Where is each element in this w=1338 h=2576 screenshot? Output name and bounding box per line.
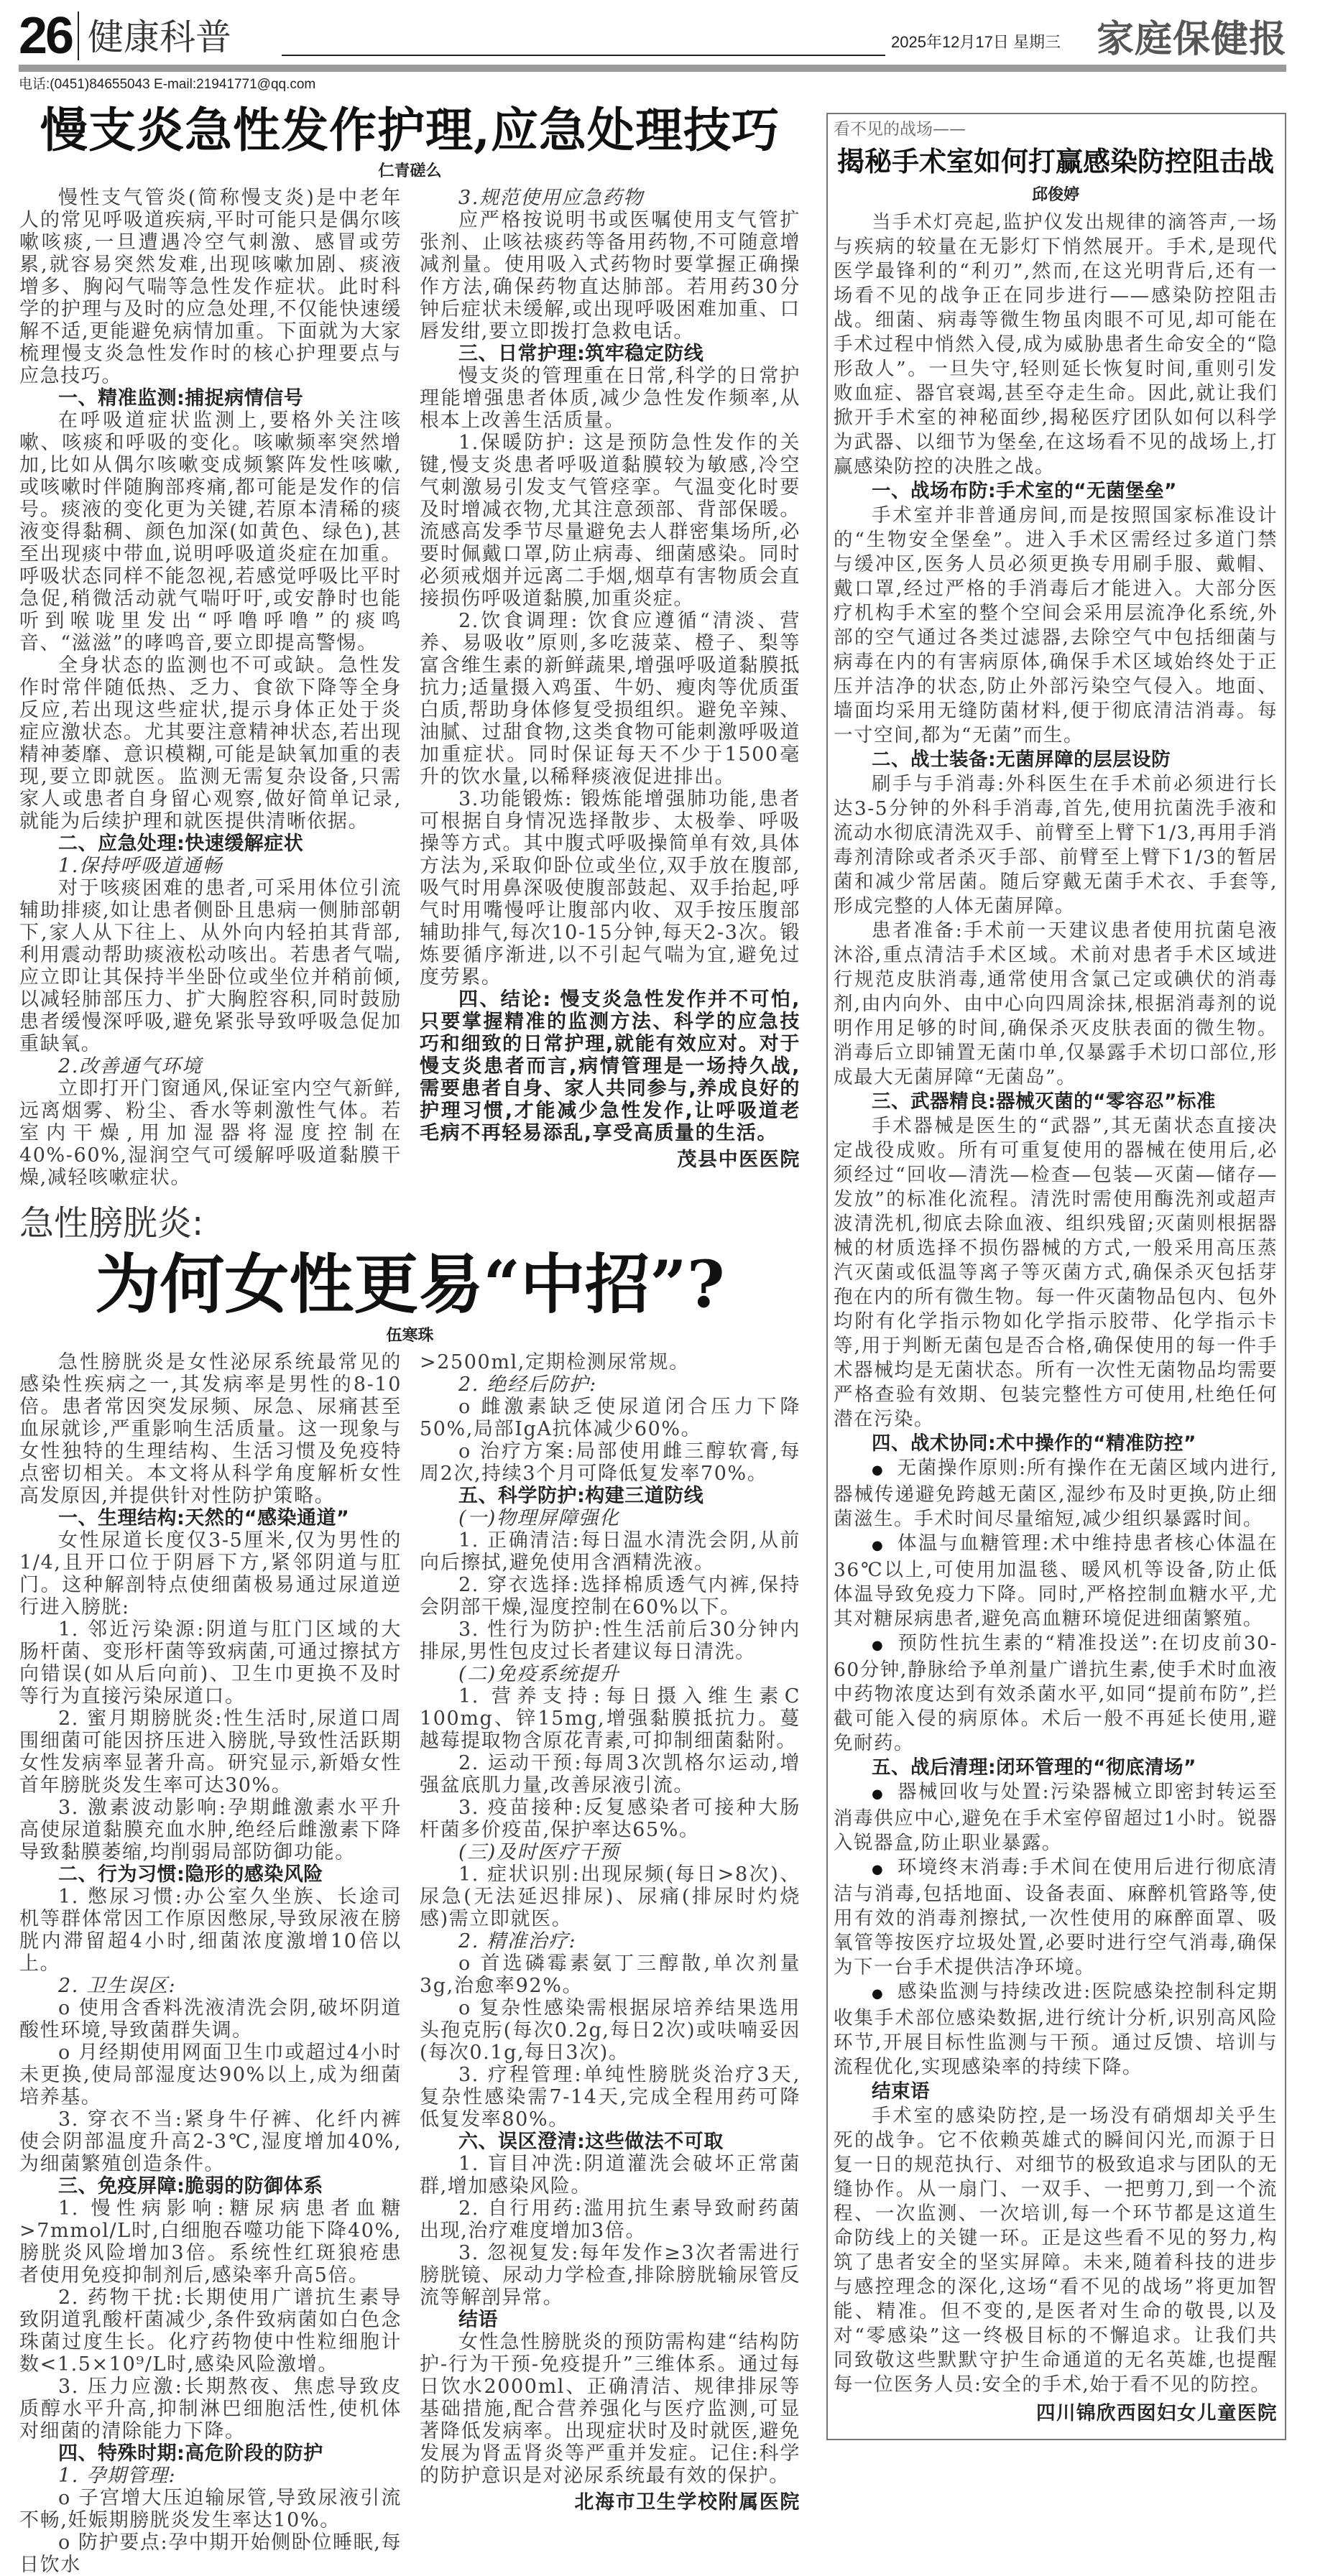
- subheading: 1.保持呼吸道通畅: [58, 855, 223, 877]
- paragraph-continued: >2500ml,定期检测尿常规。: [420, 1351, 690, 1373]
- paragraph: 全身状态的监测也不可或缺。急性发作时常伴随低热、乏力、食欲下降等全身反应,若出现这些症状,提示身体正处于炎症应激状态。尤其要注意精神状态,若出现精神萎靡、意识模糊,可能是缺氧加重的表现,要立即就医。监测无需复杂设备,只需家人或患者自身留心观察,做好简单记录,就能为后续护理和就医提供清晰依据。: [19, 654, 402, 833]
- paragraph-text: 慢支炎急性发作并不可怕,只要掌握精准的监测方法、科学的应急技巧和细致的日常护理,就能有效应对。对于慢支炎患者而言,病情管理是一场持久战,需要患者自身、家人共同参与,养成良好的护理习惯,才能减少急性发作,让呼吸道老毛病不再轻易添乱,享受高质量的生活。: [420, 988, 801, 1144]
- paragraph: 1. 营养支持:每日摄入维生素C 100mg、锌15mg,增强黏膜抵抗力。蔓越莓提取物含原花青素,可抑制细菌黏附。: [420, 1685, 801, 1752]
- section-heading: 二、战士装备:无菌屏障的层层设防: [872, 749, 1171, 771]
- subheading: 2. 精准治疗:: [458, 1930, 577, 1952]
- article-kicker: 看不见的战场——: [834, 120, 966, 139]
- conclusion-paragraph: [420, 988, 801, 1144]
- paragraph: 慢支炎的管理重在日常,科学的日常护理能增强患者体质,减少急性发作频率,从根本上改善生活质量。: [420, 365, 801, 432]
- newspaper-name: 家庭保健报: [1097, 17, 1288, 61]
- bullet-icon: ●: [872, 1986, 885, 2001]
- article-column: [834, 210, 1278, 2426]
- paragraph: 刷手与手消毒:外科医生在手术前必须进行长达3-5分钟的外科手消毒,首先,使用抗菌洗手液和流动水彻底清洗双手、前臂至上臂下1/3,再用手消毒剂清除或者杀灭手部、前臂至上臂下1/3的暂居菌和减少常居菌。随后穿戴无菌手术衣、手套等,形成完整的人体无菌屏障。: [834, 773, 1278, 917]
- paragraph: o 月经期使用网面卫生巾或超过4小时未更换,使局部湿度达90%以上,成为细菌培养基。: [19, 2042, 402, 2108]
- paragraph: o 使用含香料洗液清洗会阴,破坏阴道酸性环境,导致菌群失调。: [19, 1997, 402, 2042]
- paragraph: 女性尿道长度仅3-5厘米,仅为男性的1/4,且开口位于阴唇下方,紧邻阴道与肛门。这种解剖特点使细菌极易通过尿道逆行进入膀胱:: [19, 1529, 402, 1618]
- paragraph-lead: 四、结论:: [458, 988, 552, 1011]
- paragraph: 手术室的感染防控,是一场没有硝烟却关乎生死的战争。它不依赖英雄式的瞬间闪光,而源于日复一日的规范执行、对细节的极致追求与团队的无缝协作。从一扇门、一双手、一把剪刀,到一个流程、一次监测、一次培训,每一个环节都是这道生命防线上的关键一环。正是这些看不见的努力,构筑了患者安全的坚实屏障。未来,随着科技的进步与感控理念的深化,这场“看不见的战场”将更加智能、精准。但不变的,是医者对生命的敬畏,以及对“零感染”这一终极目标的不懈追求。让我们共同致敬这些默默守护生命通道的无名英雄,也提醒每一位医务人员:安全的手术,始于看不见的防控。: [834, 2105, 1278, 2396]
- issue-date: 2025年12月17日 星期三: [891, 33, 1061, 51]
- paragraph: 手术室并非普通房间,而是按照国家标准设计的“生物安全堡垒”。进入手术区需经过多道门禁与缓冲区,医务人员必须更换专用刷手服、戴帽、戴口罩,经过严格的手消毒后才能进入。大部分医疗机构手术室的整个空间会采用层流净化系统,外部的空气通过各类过滤器,去除空气中包括细菌与病毒在内的有害病原体,确保手术区域始终处于正压并洁净的状态,防止外部污染空气侵入。地面、墙面均采用无缝防菌材料,便于彻底清洁消毒。每一寸空间,都为“无菌”而生。: [834, 504, 1278, 746]
- section-heading: 五、科学防护:构建三道防线: [458, 1485, 704, 1507]
- article-author: 伍寒珠: [386, 1327, 434, 1345]
- section-heading: 二、应急处理:快速缓解症状: [58, 833, 304, 855]
- paragraph: 对于咳痰困难的患者,可采用体位引流辅助排痰,如让患者侧卧且患病一侧肺部朝下,家人从下往上、从外向内轻拍其背部,利用震动帮助痰液松动咳出。若患者气喘,应立即让其保持半坐卧位或坐位并稍前倾,以减轻肺部压力、扩大胸腔容积,同时鼓励患者缓慢深呼吸,避免紧张导致呼吸急促加重缺氧。: [19, 877, 402, 1055]
- bullet-text: 感染监测与持续改进:医院感染控制科定期收集手术部位感染数据,进行统计分析,识别高风险环节,开展目标性监测与干预。通过反馈、培训与流程优化,实现感染率的持续下降。: [834, 1980, 1278, 2078]
- paragraph: 在呼吸道症状监测上,要格外关注咳嗽、咳痰和呼吸的变化。咳嗽频率突然增加,比如从偶尔咳嗽变成频繁阵发性咳嗽,或咳嗽时伴随胸部疼痛,都可能是发作的信号。痰液的变化更为关键,若原本清稀的痰液变得黏稠、颜色加深(如黄色、绿色),甚至出现痰中带血,说明呼吸道炎症在加重。呼吸状态同样不能忽视,若感觉呼吸比平时急促,稍微活动就气喘吁吁,或安静时也能听到喉咙里发出“呼噜呼噜”的痰鸣音、“滋滋”的哮鸣音,要立即提高警惕。: [19, 409, 402, 654]
- section-heading: 三、日常护理:筑牢稳定防线: [458, 343, 704, 365]
- paragraph: 慢性支气管炎(简称慢支炎)是中老年人的常见呼吸道疾病,平时可能只是偶尔咳嗽咳痰,一旦遭遇冷空气刺激、感冒或劳累,就容易突然发难,出现咳嗽加剧、痰液增多、胸闷气喘等急性发作症状。此时科学的护理与及时的应急处理,不仅能快速缓解不适,更能避免病情加重。下面就为大家梳理慢支炎急性发作时的核心护理要点与应急技巧。: [19, 187, 402, 387]
- section-heading: 五、战后清理:闭环管理的“彻底清场”: [872, 1756, 1196, 1779]
- section-name: 健康科普: [88, 17, 231, 58]
- paragraph: 1. 憋尿习惯:办公室久坐族、长途司机等群体常因工作原因憋尿,导致尿液在膀胱内滞留超4小时,细菌浓度激增10倍以上。: [19, 1886, 402, 1975]
- paragraph: 手术器械是医生的“武器”,其无菌状态直接决定战役成败。所有可重复使用的器械在使用后,必须经过“回收—清洗—检查—包装—灭菌—储存—发放”的标准化流程。清洗时需使用酶洗剂或超声波清洗机,彻底去除血液、组织残留;灭菌则根据器械的材质选择不损伤器械的方式,一般采用高压蒸汽灭菌或低温等离子等灭菌方式,确保杀灭包括芽孢在内的所有微生物。每一件灭菌物品包内、包外均附有化学指示物如化学指示胶带、化学指示卡等,用于判断无菌包是否合格,确保使用的每一件手术器械均是无菌状态。所有一次性无菌物品均需要严格查验有效期、包装完整性方可使用,杜绝任何潜在污染。: [834, 1115, 1278, 1430]
- article-author: 邱俊婷: [1031, 186, 1079, 204]
- paragraph: 3.功能锻炼: 锻炼能增强肺功能,患者可根据自身情况选择散步、太极拳、呼吸操等方式。其中腹式呼吸操简单有效,具体方法为,采取仰卧位或坐位,双手放在腹部,吸气时用鼻深吸使腹部鼓起、双手抬起,呼气时用嘴慢呼让腹部内收、双手按压腹部辅助排气,每次10-15分钟,每天2-3次。锻炼要循序渐进,以不引起气喘为宜,避免过度劳累。: [420, 788, 801, 988]
- contact-info: 电话:(0451)84655043 E-mail:21941771@qq.com: [19, 77, 316, 92]
- source-credit: 四川锦欣西囡妇女儿童医院: [1036, 2402, 1278, 2424]
- section-heading: 结语: [458, 2309, 498, 2331]
- paragraph: 急性膀胱炎是女性泌尿系统最常见的感染性疾病之一,其发病率是男性的8-10倍。患者常因突发尿频、尿急、尿痛甚至血尿就诊,严重影响生活质量。这一现象与女性独特的生理结构、生活习惯及免疫特点密切相关。本文将从科学角度解析女性高发原因,并提供针对性防护策略。: [19, 1351, 402, 1507]
- paragraph: 2. 运动干预:每周3次凯格尔运动,增强盆底肌力量,改善尿液引流。: [420, 1752, 801, 1797]
- article-author: 仁青磋么: [378, 162, 442, 180]
- paragraph: 女性急性膀胱炎的预防需构建“结构防护-行为干预-免疫提升”三维体系。通过每日饮水2000ml、正确清洁、规律排尿等基础措施,配合营养强化与医疗监测,可显著降低发病率。出现症状时及时就医,避免发展为肾盂肾炎等严重并发症。记住:科学的防护意识是对泌尿系统最有效的保护。: [420, 2331, 801, 2487]
- section-heading: 四、特殊时期:高危阶段的防护: [58, 2442, 323, 2465]
- paragraph: 2.饮食调理: 饮食应遵循“清淡、营养、易吸收”原则,多吃菠菜、橙子、梨等富含维生素的新鲜蔬果,增强呼吸道黏膜抵抗力;适量摄入鸡蛋、牛奶、瘦肉等优质蛋白质,帮助身体修复受损组织。避免辛辣、油腻、过甜食物,这类食物可能刺激呼吸道加重症状。同时保证每天不少于1500毫升的饮水量,以稀释痰液促进排出。: [420, 610, 801, 788]
- subheading: 2. 卫生误区:: [58, 1975, 177, 1997]
- subheading: (二)免疫系统提升: [458, 1663, 620, 1685]
- article-column: [420, 1351, 801, 2514]
- paragraph: 3. 穿衣不当:紧身牛仔裤、化纤内裤使会阴部温度升高2-3℃,湿度增加40%,为细菌繁殖创造条件。: [19, 2108, 402, 2175]
- paragraph: 1. 邻近污染源:阴道与肛门区域的大肠杆菌、变形杆菌等致病菌,可通过擦拭方向错误(如从后向前)、卫生巾更换不及时等行为直接污染尿道口。: [19, 1618, 402, 1708]
- article-column: [19, 187, 402, 1189]
- subheading: (三)及时医疗干预: [458, 1841, 620, 1863]
- section-heading: 三、武器精良:器械灭菌的“零容忍”标准: [872, 1090, 1216, 1113]
- article-chronic-bronchitis: [19, 101, 801, 1189]
- bullet-text: 器械回收与处置:污染器械立即密封转运至消毒供应中心,避免在手术室停留超过1小时。锐器入锐器盒,防止职业暴露。: [834, 1781, 1278, 1854]
- bullet-icon: ●: [872, 1538, 885, 1553]
- article-columns: [19, 1351, 801, 2576]
- source-credit: 北海市卫生学校附属医院: [574, 2491, 801, 2514]
- subheading: 2. 绝经后防护:: [458, 1373, 597, 1396]
- section-heading: 四、战术协同:术中操作的“精准防控”: [872, 1432, 1196, 1455]
- article-column: [420, 187, 801, 1171]
- header-divider: [78, 11, 79, 60]
- paragraph: 3. 疗程管理:单纯性膀胱炎治疗3天,复杂性感染需7-14天,完成全程用药可降低复发率80%。: [420, 2064, 801, 2131]
- bullet-icon: ●: [872, 1638, 885, 1653]
- source-credit: 茂县中医医院: [677, 1149, 801, 1171]
- section-heading: 一、精准监测:捕捉病情信号: [58, 387, 304, 409]
- paragraph: 应严格按说明书或医嘱使用支气管扩张剂、止咳祛痰药等备用药物,不可随意增减剂量。使用吸入式药物时要掌握正确操作方法,确保药物直达肺部。若用药30分钟后症状未缓解,或出现呼吸困难加重、口唇发绀,要立即拨打急救电话。: [420, 209, 801, 343]
- paragraph: o 复杂性感染需根据尿培养结果选用头孢克肟(每次0.2g,每日2次)或呋喃妥因(每次0.1g,每日3次)。: [420, 1997, 801, 2064]
- bullet-item: [834, 1456, 1278, 1532]
- bullet-item: [834, 1532, 1278, 1631]
- paragraph: 3. 忽视复发:每年发作≥3次者需进行膀胱镜、尿动力学检查,排除膀胱输尿管反流等解剖异常。: [420, 2242, 801, 2309]
- paragraph: o 子宫增大压迫输尿管,导致尿液引流不畅,妊娠期膀胱炎发生率达10%。: [19, 2487, 402, 2531]
- paragraph: 3. 激素波动影响:孕期雌激素水平升高使尿道黏膜充血水肿,绝经后雌激素下降导致黏膜萎缩,均削弱局部防御功能。: [19, 1797, 402, 1863]
- section-heading: 六、误区澄清:这些做法不可取: [458, 2131, 724, 2153]
- header-rule: [282, 55, 885, 56]
- subheading: 1. 孕期管理:: [58, 2465, 177, 2487]
- paragraph: 2. 穿衣选择:选择棉质透气内裤,保持会阴部干燥,湿度控制在60%以下。: [420, 1574, 801, 1618]
- subheading: 3.规范使用应急药物: [458, 187, 644, 209]
- article-column: [19, 1351, 402, 2576]
- paragraph: o 雌激素缺乏使尿道闭合压力下降50%,局部IgA抗体减少60%。: [420, 1396, 801, 1440]
- section-heading: 一、战场布防:手术室的“无菌堡垒”: [872, 480, 1177, 502]
- bullet-text: 体温与血糖管理:术中维持患者核心体温在36℃以上,可使用加温毯、暖风机等设备,防止低体温导致免疫力下降。同时,严格控制血糖水平,尤其对糖尿病患者,避免高血糖环境促进细菌繁殖。: [834, 1532, 1278, 1630]
- paragraph: 3. 性行为防护:性生活前后30分钟内排尿,男性包皮过长者建议每日清洗。: [420, 1618, 801, 1663]
- paragraph: 立即打开门窗通风,保证室内空气新鲜,远离烟雾、粉尘、香水等刺激性气体。若室内干燥,用加湿器将湿度控制在40%-60%,湿润空气可缓解呼吸道黏膜干燥,减轻咳嗽症状。: [19, 1078, 402, 1189]
- paragraph: 2. 蜜月期膀胱炎:性生活时,尿道口周围细菌可能因挤压进入膀胱,导致性活跃期女性发病率显著升高。研究显示,新婚女性首年膀胱炎发生率可达30%。: [19, 1708, 402, 1797]
- paragraph: 患者准备:手术前一天建议患者使用抗菌皂液沐浴,重点清洁手术区域。术前对患者手术区域进行规范皮肤消毒,通常使用含氯己定或碘伏的消毒剂,由内向外、由中心向四周涂抹,根据消毒剂的说明作用足够的时间,确保杀灭皮肤表面的微生物。消毒后立即铺置无菌巾单,仅暴露手术切口部位,形成最大无菌屏障“无菌岛”。: [834, 919, 1278, 1088]
- bullet-icon: ●: [872, 1787, 885, 1802]
- section-heading: 结束语: [872, 2080, 930, 2103]
- section-heading: 二、行为习惯:隐形的感染风险: [58, 1863, 323, 1886]
- article-title: 为何女性更易“中招”?: [95, 1246, 725, 1322]
- page-number: 26: [19, 7, 73, 65]
- article-columns: [19, 187, 801, 1189]
- paragraph: 1. 盲目冲洗:阴道灌洗会破坏正常菌群,增加感染风险。: [420, 2153, 801, 2197]
- article-title: 慢支炎急性发作护理,应急处理技巧: [40, 102, 780, 158]
- masthead-bar: [19, 65, 1286, 72]
- paragraph: 1.保暖防护: 这是预防急性发作的关键,慢支炎患者呼吸道黏膜较为敏感,冷空气刺激易引发支气管痉挛。气温变化时要及时增减衣物,尤其注意颈部、背部保暖。流感高发季节尽量避免去人群密集场所,必要时佩戴口罩,防止病毒、细菌感染。同时必须戒烟并远离二手烟,烟草有害物质会直接损伤呼吸道黏膜,加重炎症。: [420, 432, 801, 610]
- bullet-icon: ●: [872, 1463, 885, 1478]
- article-title: 揭秘手术室如何打赢感染防控阻击战: [836, 145, 1274, 177]
- bullet-item: [834, 1631, 1278, 1756]
- paragraph: o 首选磷霉素氨丁三醇散,单次剂量3g,治愈率92%。: [420, 1952, 801, 1997]
- paragraph: 3. 压力应激:长期熬夜、焦虑导致皮质醇水平升高,抑制淋巴细胞活性,使机体对细菌的清除能力下降。: [19, 2376, 402, 2442]
- subheading: 2.改善通气环境: [58, 1055, 203, 1078]
- left-articles: [19, 101, 801, 2576]
- section-heading: 一、生理结构:天然的“感染通道”: [58, 1507, 350, 1529]
- paragraph: 1. 症状识别:出现尿频(每日>8次)、尿急(无法延迟排尿)、尿痛(排尿时灼烧感)需立即就医。: [420, 1863, 801, 1930]
- bullet-icon: ●: [872, 1862, 885, 1877]
- paragraph: 1. 慢性病影响:糖尿病患者血糖>7mmol/L时,白细胞吞噬功能下降40%,膀胱炎风险增加3倍。系统性红斑狼疮患者使用免疫抑制剂后,感染率升高5倍。: [19, 2197, 402, 2287]
- section-heading: 三、免疫屏障:脆弱的防御体系: [58, 2175, 323, 2197]
- bullet-text: 无菌操作原则:所有操作在无菌区域内进行,器械传递避免跨越无菌区,湿纱布及时更换,防止细菌滋生。手术时间尽量缩短,减少组织暴露时间。: [834, 1457, 1278, 1530]
- bullet-item: [834, 1855, 1278, 1980]
- subheading: (一)物理屏障强化: [458, 1507, 620, 1529]
- paragraph: 1. 正确清洁:每日温水清洗会阴,从前向后擦拭,避免使用含酒精洗液。: [420, 1529, 801, 1574]
- paragraph: 3. 疫苗接种:反复感染者可接种大肠杆菌多价疫苗,保护率达65%。: [420, 1797, 801, 1841]
- bullet-item: [834, 1780, 1278, 1855]
- bullet-text: 预防性抗生素的“精准投送”:在切皮前30-60分钟,静脉给予单剂量广谱抗生素,使手术时血液中药物浓度达到有效杀菌水平,如同“提前布防”,拦截可能入侵的病原体。术后一般不再延长使用,避免耐药。: [834, 1632, 1278, 1754]
- paragraph: 当手术灯亮起,监护仪发出规律的滴答声,一场与疾病的较量在无影灯下悄然展开。手术,是现代医学最锋利的“利刃”,然而,在这光明背后,还有一场看不见的战争正在同步进行——感染防控阻击战。细菌、病毒等微生物虽肉眼不可见,却可能在手术过程中悄然入侵,成为威胁患者生命安全的“隐形敌人”。一旦失守,轻则延长恢复时间,重则引发败血症、器官衰竭,甚至夺走生命。因此,就让我们掀开手术室的神秘面纱,揭秘医疗团队如何以科学为武器、以细节为堡垒,在这场看不见的战场上,打赢感染防控的决胜之战。: [834, 211, 1278, 478]
- paragraph: 2. 自行用药:滥用抗生素导致耐药菌出现,治疗难度增加3倍。: [420, 2197, 801, 2242]
- article-box: [826, 113, 1286, 2440]
- paragraph: 2. 药物干扰:长期使用广谱抗生素导致阴道乳酸杆菌减少,条件致病菌如白色念珠菌过度生长。化疗药物使中性粒细胞计数<1.5×10⁹/L时,感染风险激增。: [19, 2287, 402, 2376]
- paragraph: o 防护要点:孕中期开始侧卧位睡眠,每日饮水: [19, 2531, 402, 2576]
- article-cystitis: [19, 1202, 801, 2576]
- article-kicker: 急性膀胱炎:: [19, 1203, 204, 1243]
- paragraph: o 治疗方案:局部使用雌三醇软膏,每周2次,持续3个月可降低复发率70%。: [420, 1440, 801, 1485]
- bullet-item: [834, 1980, 1278, 2080]
- bullet-text: 环境终末消毒:手术间在使用后进行彻底清洁与消毒,包括地面、设备表面、麻醉机管路等,使用有效的消毒剂擦拭,一次性使用的麻醉面罩、吸氧管等按医疗垃圾处置,必要时进行空气消毒,确保为下一台手术提供洁净环境。: [834, 1856, 1278, 1978]
